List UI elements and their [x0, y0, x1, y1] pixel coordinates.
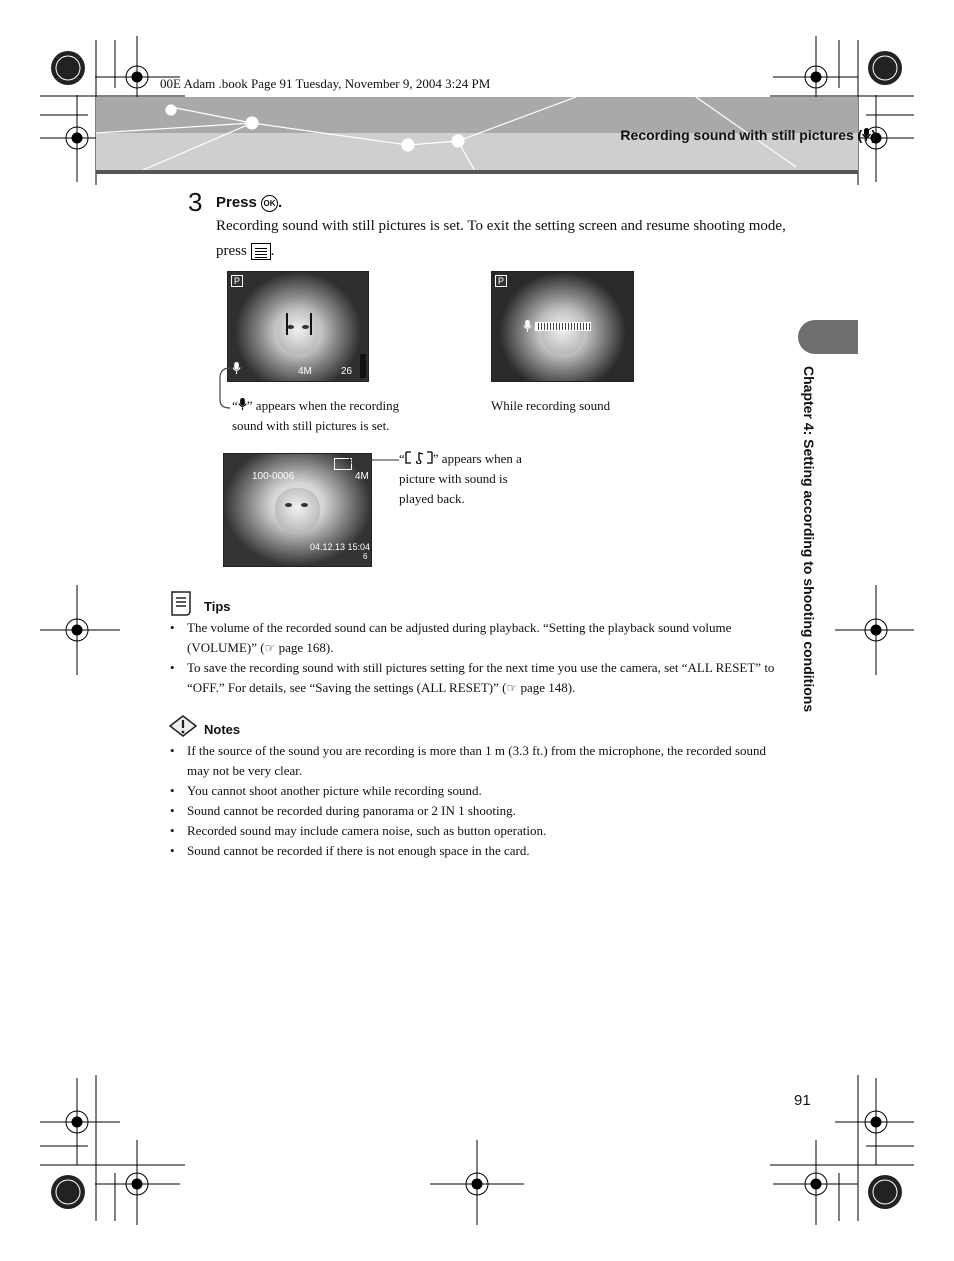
image-size-label: 4M [355, 471, 369, 482]
header-title-end: ) [871, 127, 876, 143]
list-item: • To save the recording sound with still pictures setting for the next time you use the camera, set “ALL RESET” to “OFF.” For details, see “Saving the settings (ALL RESET)” (☞ page 148). [170, 658, 778, 698]
notes-list [170, 741, 778, 861]
running-header [620, 127, 876, 143]
page-reference-icon: ☞ [506, 681, 518, 695]
caption-recording: While recording sound [491, 398, 611, 413]
sound-attached-icon [405, 451, 433, 464]
print-meta-line: 00E Adam .book Page 91 Tuesday, November 9, 2004 3:24 PM [160, 76, 491, 91]
tips-icon [168, 589, 196, 617]
screen-photo-playback [223, 453, 372, 567]
screen-photo-recording [491, 271, 634, 382]
af-target-mark [286, 313, 312, 335]
chapter-tab [798, 320, 858, 354]
warning-icon [168, 714, 198, 738]
image-size-label: 4M [298, 366, 312, 377]
step-number: 3 [188, 187, 203, 217]
callout-leader [345, 453, 400, 467]
step-title: Press OK . [216, 194, 283, 211]
screen-photo-sound-set [227, 271, 369, 382]
file-number: 100-0006 [252, 471, 295, 482]
list-item: • If the source of the sound you are recording is more than 1 m (3.3 ft.) from the microphone, the recorded sound may not be very clear. [170, 741, 778, 781]
microphone-icon [523, 320, 532, 333]
frame-number: 6 [363, 552, 368, 561]
program-mode-badge: P [231, 275, 243, 287]
menu-button-icon [251, 243, 271, 260]
tips-label: Tips [204, 599, 231, 614]
header-title-text: Recording sound with still pictures ( [620, 127, 863, 143]
header-rule [96, 170, 858, 174]
page-reference-icon: ☞ [264, 641, 276, 655]
list-item: • Recorded sound may include camera noise, such as button operation. [170, 821, 778, 841]
ok-button-icon: OK [261, 195, 278, 212]
list-item: • Sound cannot be recorded during panorama or 2 IN 1 shooting. [170, 801, 778, 821]
page-number: 91 [794, 1092, 811, 1109]
callout-bracket [214, 362, 234, 412]
caption-playback: “ ” appears when a picture with sound is played back. [399, 451, 522, 506]
date-time-label: 04.12.13 15:04 [310, 542, 371, 552]
shots-remaining-label: 26 [341, 366, 353, 377]
step-body: Recording sound with still pictures is set. To exit the setting screen and resume shooting mode, press . [216, 218, 786, 259]
microphone-icon [862, 128, 871, 142]
list-item: • Sound cannot be recorded if there is not enough space in the card. [170, 841, 778, 861]
microphone-icon [238, 398, 247, 411]
program-mode-badge: P [495, 275, 507, 287]
list-item: • The volume of the recorded sound can be adjusted during playback. “Setting the playback sound volume (VOLUME)” (☞ page 168). [170, 618, 778, 658]
notes-label: Notes [204, 722, 241, 737]
chapter-title: Chapter 4: Setting according to shooting conditions [801, 366, 817, 713]
recording-progress-bar [535, 322, 591, 331]
list-item: • You cannot shoot another picture while recording sound. [170, 781, 778, 801]
tips-list [170, 618, 778, 698]
caption-sound-set: “ ” appears when the recording sound with still pictures is set. [232, 398, 400, 433]
